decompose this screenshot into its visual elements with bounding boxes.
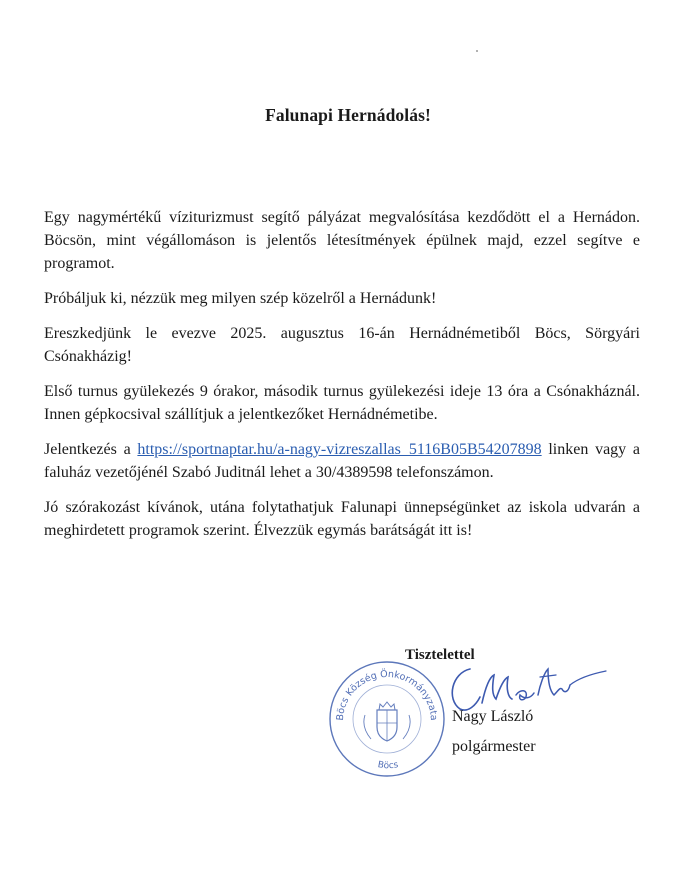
official-stamp [325,655,450,780]
registration-link[interactable]: https://sportnaptar.hu/a-nagy-vizreszallas_5116B05B54207898 [137,441,542,458]
registration-intro: Jelentkezés a [44,441,138,458]
registration-details: linken vagy a faluház vezetőjénél Szabó Juditnál lehet a 30/4389598 telefonszámon. [44,441,641,481]
paragraph-route: Ereszkedjünk le evezve 2025. augusztus 16-án Hernádnémetiből Böcs, Sörgyári Csónakházig! [44,325,640,365]
svg-text:Böcs: Böcs [376,760,400,772]
paragraph-registration [44,438,640,484]
scan-speck [476,50,478,52]
svg-text:Böcs Község Önkormányzata: Böcs Község Önkormányzata [334,668,440,721]
paragraph-schedule: Első turnus gyülekezés 9 órakor, második turnus gyülekezési ideje 13 óra a Csónakháznál. Innen gépkocsival szállítjuk a jelentkezőket Hernádnémetibe. [44,383,640,423]
paragraph-closing-wish: Jó szórakozást kívánok, utána folytathatjuk Falunapi ünnepségünket az iskola udvarán a meghirdetett programok szerint. Élvezzük egymás barátságát itt is! [44,499,640,539]
signer-title: polgármester [452,738,536,755]
closing-greeting: Tisztelettel [405,647,475,663]
signer-name: Nagy László [452,708,534,725]
paragraph-invitation: Próbáljuk ki, nézzük meg milyen szép közelről a Hernádunk! [44,290,437,307]
coat-of-arms-icon [364,702,410,741]
letter-title: Falunapi Hernádolás! [265,105,431,125]
letter-body [44,206,640,554]
paragraph-project: Egy nagymértékű víziturizmust segítő pályázat megvalósítása kezdődött el a Hernádon. Böcsön, mint végállomáson is jelentős létesítmények épülnek majd, ezzel segítve e programot. [44,209,640,272]
